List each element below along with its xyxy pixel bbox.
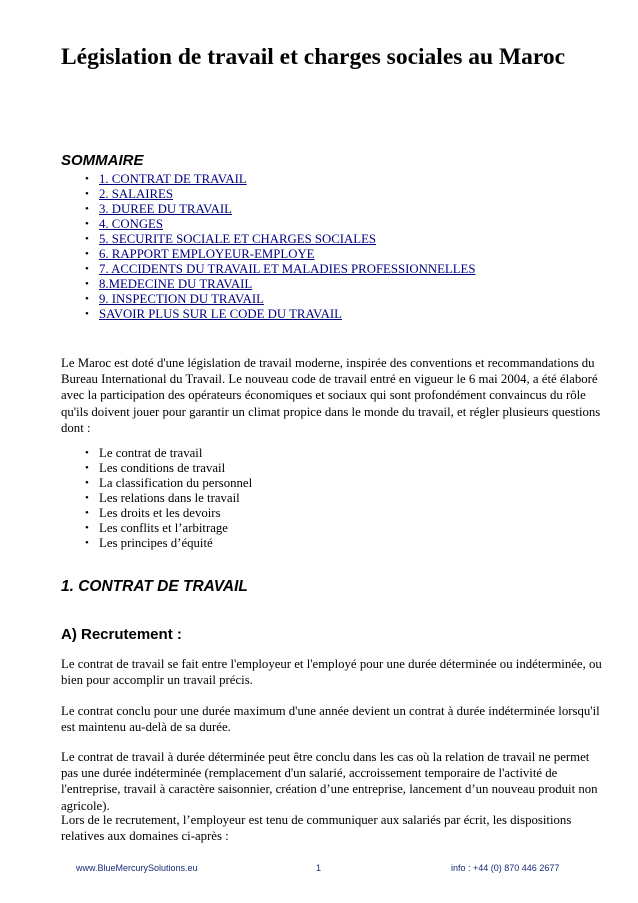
table-of-contents <box>85 172 475 322</box>
list-item <box>85 536 252 551</box>
toc-link-accidents[interactable]: 7. ACCIDENTS DU TRAVAIL ET MALADIES PROFESSIONNELLES <box>99 262 476 276</box>
bullet-icon: • <box>85 203 89 215</box>
toc-item <box>85 217 475 232</box>
bullet-icon: • <box>85 293 89 305</box>
paragraph: Le contrat de travail se fait entre l'employeur et l'employé pour une durée déterminée ou indéterminée, ou bien pour accomplir un travail précis. <box>61 657 602 688</box>
topic-text: Les relations dans le travail <box>99 491 240 505</box>
footer-contact: info : +44 (0) 870 446 2677 <box>451 863 560 873</box>
paragraph: Le contrat conclu pour une durée maximum d'une année devient un contrat à durée indéterminée lorsqu'il est maintenu au-delà de sa durée. <box>61 704 600 735</box>
paragraph: Lors de le recrutement, l’employeur est tenu de communiquer aux salariés par écrit, les dispositions relatives aux domaines ci-après : <box>61 813 572 844</box>
toc-item <box>85 262 475 277</box>
toc-link-conges[interactable]: 4. CONGES <box>99 217 163 231</box>
toc-item <box>85 187 475 202</box>
paragraph: Le contrat de travail à durée déterminée peut être conclu dans les cas où la relation de travail ne permet pas une durée indéterminée (remplacement d'un salarié, accroissement temporaire de l'activité de l'entreprise, travail à caractère saisonnier, création d’une entreprise, lancement d’un nouveau produit non agricole). <box>61 750 598 813</box>
bullet-icon: • <box>85 477 89 489</box>
toc-item <box>85 292 475 307</box>
bullet-icon: • <box>85 173 89 185</box>
toc-link-duree[interactable]: 3. DUREE DU TRAVAIL <box>99 202 232 216</box>
list-item <box>85 446 252 461</box>
bullet-icon: • <box>85 507 89 519</box>
toc-link-contrat[interactable]: 1. CONTRAT DE TRAVAIL <box>99 172 247 186</box>
list-item <box>85 461 252 476</box>
list-item <box>85 476 252 491</box>
toc-link-rapport[interactable]: 6. RAPPORT EMPLOYEUR-EMPLOYE <box>99 247 315 261</box>
bullet-icon: • <box>85 263 89 275</box>
toc-item <box>85 202 475 217</box>
bullet-icon: • <box>85 188 89 200</box>
toc-link-medecine[interactable]: 8.MEDECINE DU TRAVAIL <box>99 277 253 291</box>
toc-link-salaires[interactable]: 2. SALAIRES <box>99 187 173 201</box>
topic-text: Les droits et les devoirs <box>99 506 221 520</box>
section-heading-contrat: 1. CONTRAT DE TRAVAIL <box>61 578 248 595</box>
footer-page-number: 1 <box>316 863 322 873</box>
toc-link-inspection[interactable]: 9. INSPECTION DU TRAVAIL <box>99 292 264 306</box>
topics-list <box>85 446 252 551</box>
bullet-icon: • <box>85 233 89 245</box>
bullet-icon: • <box>85 492 89 504</box>
list-item <box>85 506 252 521</box>
toc-item <box>85 172 475 187</box>
footer-website: www.BlueMercurySolutions.eu <box>76 863 198 873</box>
topic-text: Les conflits et l’arbitrage <box>99 521 228 535</box>
page-footer <box>0 863 638 877</box>
intro-paragraph: Le Maroc est doté d'une législation de travail moderne, inspirée des conventions et recommandations du Bureau International du Travail. Le nouveau code de travail entré en vigueur le 6 mai 2004, a été élaboré avec la participation des opérateurs économiques et sociaux qui sont profondément convaincus du rôle qu'ils doivent jouer pour garantir un climat propice dans le monde du travail, et régler plusieurs questions dont : <box>61 356 601 435</box>
list-item <box>85 521 252 536</box>
list-item <box>85 491 252 506</box>
bullet-icon: • <box>85 537 89 549</box>
toc-item <box>85 232 475 247</box>
toc-link-securite-sociale[interactable]: 5. SECURITE SOCIALE ET CHARGES SOCIALES <box>99 232 377 246</box>
subsection-heading-recrutement: A) Recrutement : <box>61 626 182 643</box>
bullet-icon: • <box>85 278 89 290</box>
topic-text: La classification du personnel <box>99 476 253 490</box>
bullet-icon: • <box>85 248 89 260</box>
topic-text: Les conditions de travail <box>99 461 226 475</box>
bullet-icon: • <box>85 308 89 320</box>
bullet-icon: • <box>85 462 89 474</box>
toc-item <box>85 307 475 322</box>
bullet-icon: • <box>85 522 89 534</box>
toc-link-savoir-plus[interactable]: SAVOIR PLUS SUR LE CODE DU TRAVAIL <box>99 307 342 321</box>
topic-text: Les principes d’équité <box>99 536 213 550</box>
toc-item <box>85 277 475 292</box>
bullet-icon: • <box>85 218 89 230</box>
document-title: Législation de travail et charges sociales au Maroc <box>61 44 566 70</box>
topic-text: Le contrat de travail <box>99 446 203 460</box>
sommaire-heading: SOMMAIRE <box>61 152 144 169</box>
toc-item <box>85 247 475 262</box>
bullet-icon: • <box>85 447 89 459</box>
